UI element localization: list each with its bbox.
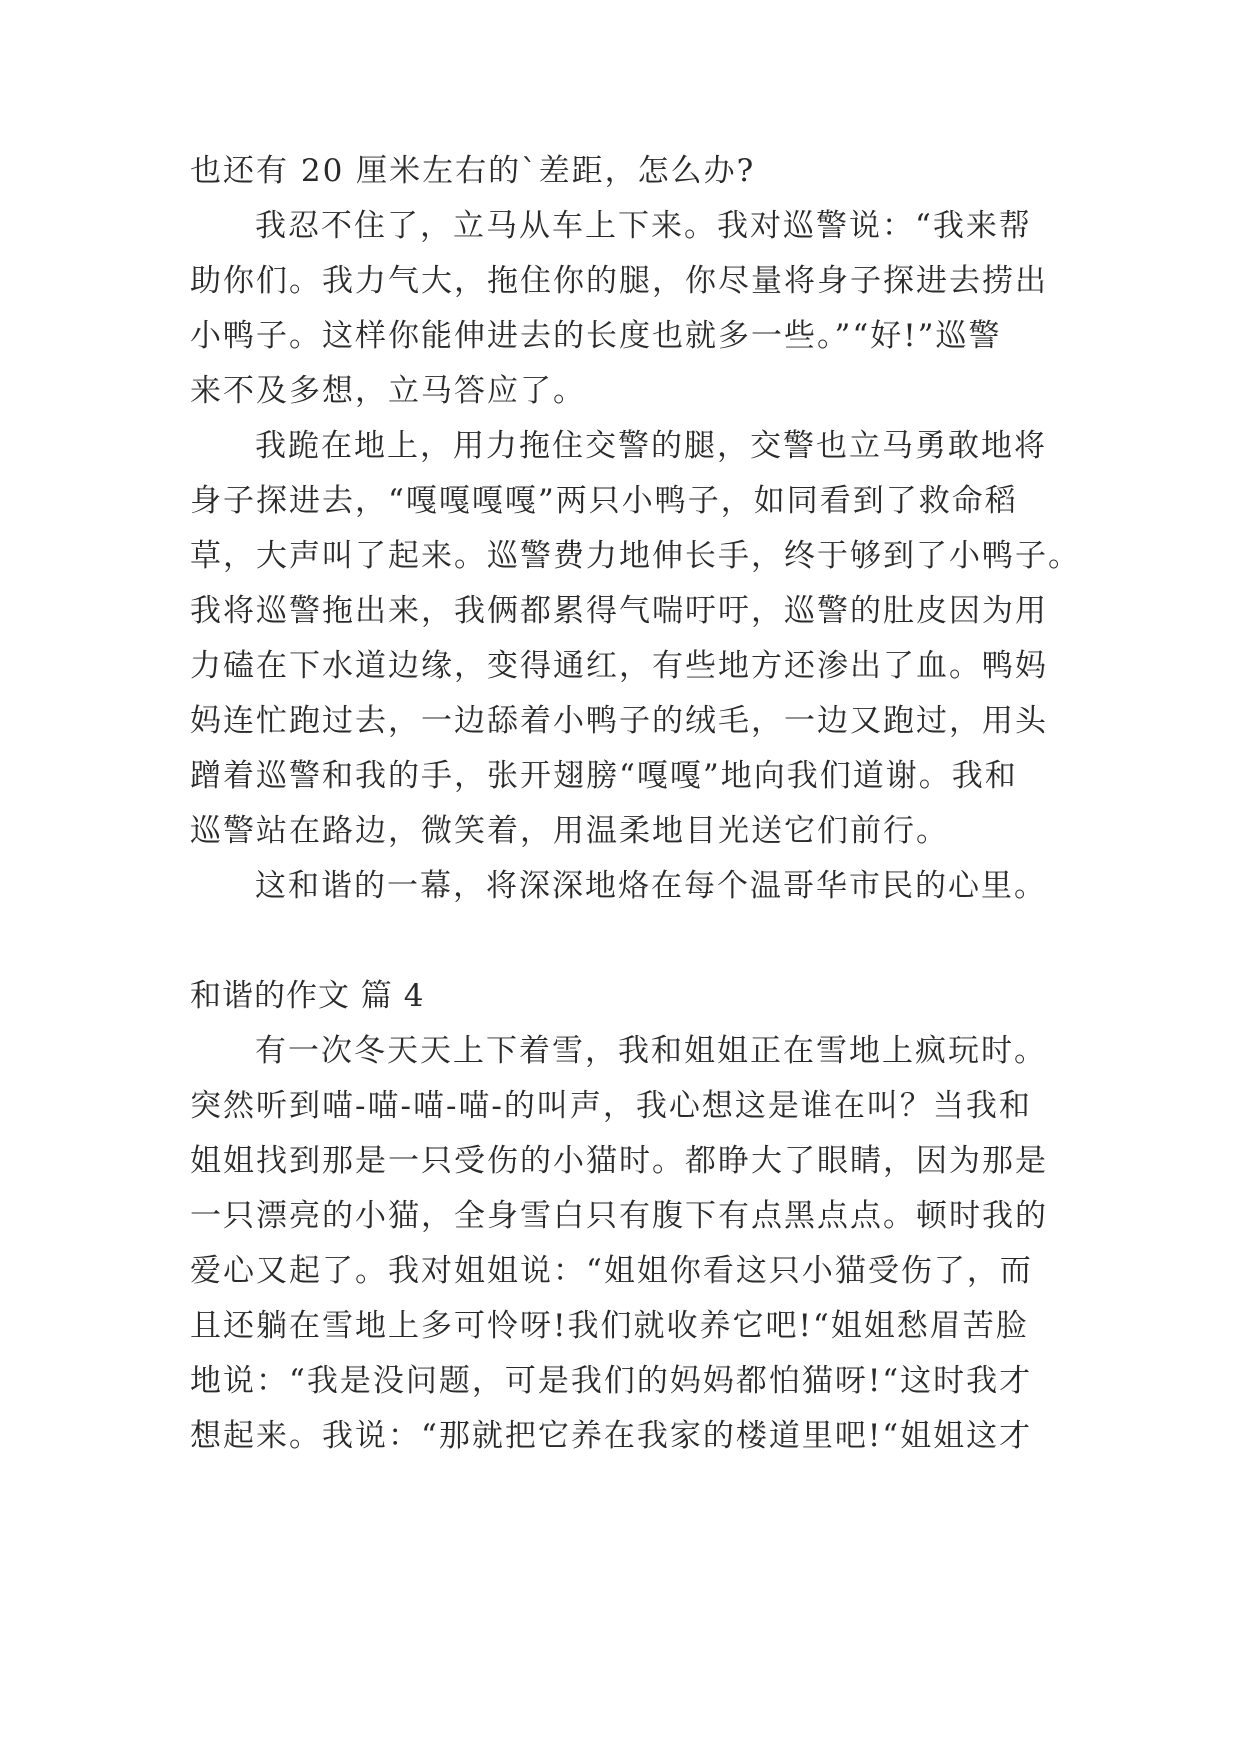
text-line: 想起来。我说：“那就把它养在我家的楼道里吧!“姐姐这才 (190, 1418, 1033, 1454)
text-line: 巡警站在路边，微笑着，用温柔地目光送它们前行。 (190, 813, 949, 849)
text-line: 来不及多想，立马答应了。 (190, 373, 586, 409)
text-line: 也还有 20 厘米左右的`差距，怎么办? (190, 153, 756, 189)
text-line: 草，大声叫了起来。巡警费力地伸长手，终于够到了小鸭子。 (190, 538, 1081, 574)
text-line: 蹭着巡警和我的手，张开翅膀“嘎嘎”地向我们道谢。我和 (190, 758, 1018, 794)
text-line: 力磕在下水道边缘，变得通红，有些地方还渗出了血。鸭妈 (190, 648, 1048, 684)
text-line: 身子探进去，“嘎嘎嘎嘎”两只小鸭子，如同看到了救命稻 (190, 483, 1018, 519)
text-line: 小鸭子。这样你能伸进去的长度也就多一些。”“好!”巡警 (190, 318, 1002, 354)
text-line: 姐姐找到那是一只受伤的小猫时。都睁大了眼睛，因为那是 (190, 1143, 1048, 1179)
text-line: 地说：“我是没问题，可是我们的妈妈都怕猫呀!“这时我才 (190, 1363, 1033, 1399)
paragraph-start: 我跪在地上，用力拖住交警的腿，交警也立马勇敢地将 (255, 428, 1047, 464)
text-line: 妈连忙跑过去，一边舔着小鸭子的绒毛，一边又跑过，用头 (190, 703, 1048, 739)
paragraph-start: 有一次冬天天上下着雪，我和姐姐正在雪地上疯玩时。 (255, 1033, 1047, 1069)
text-line: 我将巡警拖出来，我俩都累得气喘吁吁，巡警的肚皮因为用 (190, 593, 1048, 629)
section-heading: 和谐的作文 篇 4 (190, 978, 425, 1014)
paragraph-start: 这和谐的一幕，将深深地烙在每个温哥华市民的心里。 (255, 868, 1047, 904)
paragraph-start: 我忍不住了，立马从车上下来。我对巡警说：“我来帮 (255, 208, 1032, 244)
text-line: 爱心又起了。我对姐姐说：“姐姐你看这只小猫受伤了，而 (190, 1253, 1033, 1289)
text-line: 且还躺在雪地上多可怜呀!我们就收养它吧!“姐姐愁眉苦脸 (190, 1308, 1029, 1344)
text-line: 突然听到喵-喵-喵-喵-的叫声，我心想这是谁在叫？当我和 (190, 1088, 1032, 1124)
text-line: 助你们。我力气大，拖住你的腿，你尽量将身子探进去捞出 (190, 263, 1048, 299)
text-line: 一只漂亮的小猫，全身雪白只有腹下有点黑点点。顿时我的 (190, 1198, 1048, 1234)
